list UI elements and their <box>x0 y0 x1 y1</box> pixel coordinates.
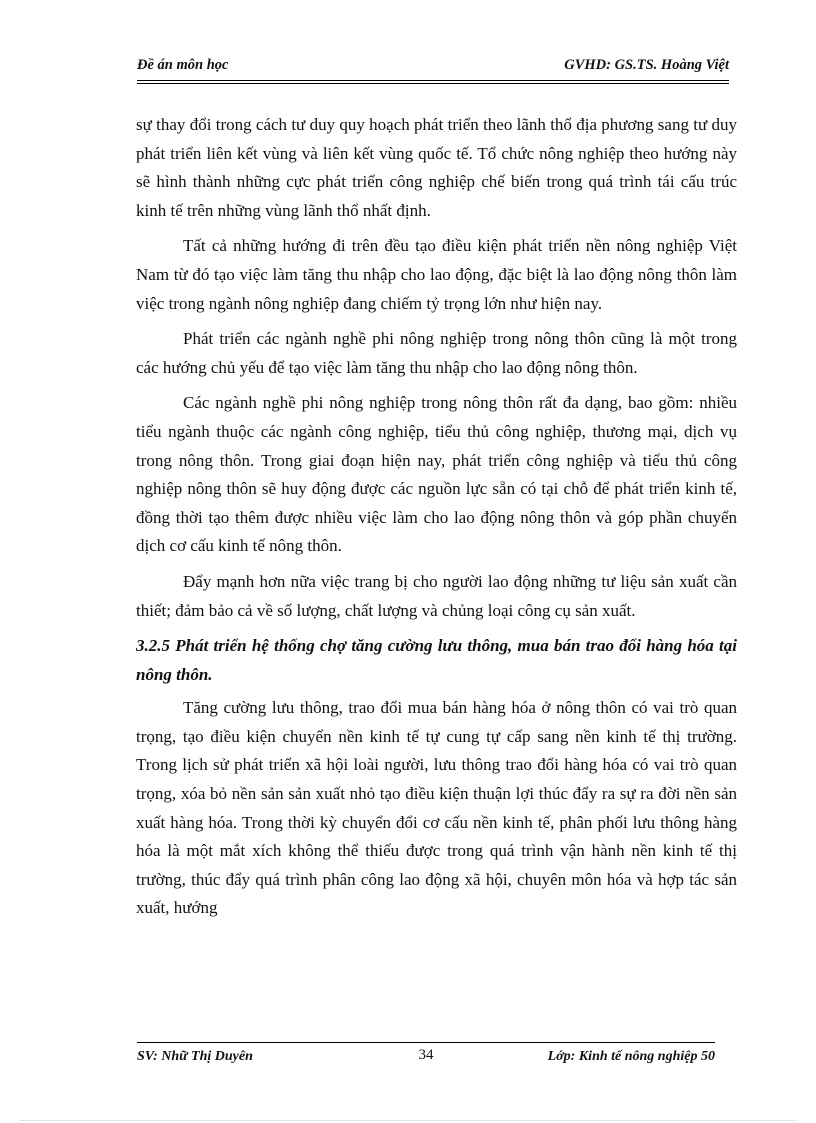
page-footer <box>137 1049 715 1073</box>
paragraph: Các ngành nghề phi nông nghiệp trong nông thôn rất đa dạng, bao gồm: nhiều tiểu ngành thuộc các ngành công nghiệp, tiểu thủ công nghiệp, thương mại, dịch vụ trong nông thôn. Trong giai đoạn hiện nay, phát triển công nghiệp và tiểu thủ công nghiệp nông thôn sẽ huy động được các nguồn lực sẵn có tại chỗ để phát triển kinh tế, đồng thời tạo thêm được nhiều việc làm cho lao động nông thôn và góp phần chuyển dịch cơ cấu kinh tế nông thôn. <box>136 393 737 556</box>
header-divider <box>137 80 729 84</box>
footer-student-name: SV: Nhữ Thị Duyên <box>137 1049 253 1064</box>
page-header <box>137 57 729 81</box>
paragraph: Phát triển các ngành nghề phi nông nghiệp trong nông thôn cũng là một trong các hướng chủ yếu để tạo việc làm tăng thu nhập cho lao động nông thôn. <box>136 329 737 377</box>
header-supervisor: GVHD: GS.TS. Hoàng Việt <box>564 57 729 73</box>
page-number: 34 <box>418 1047 434 1063</box>
page-edge-dots <box>20 1120 796 1121</box>
footer-class-name: Lớp: Kinh tế nông nghiệp 50 <box>547 1049 715 1064</box>
paragraph: Đẩy mạnh hơn nữa việc trang bị cho người lao động những tư liệu sản xuất cần thiết; đảm bảo cả về số lượng, chất lượng và chủng loại công cụ sản xuất. <box>136 571 737 620</box>
paragraph-continuation: sự thay đổi trong cách tư duy quy hoạch phát triển theo lãnh thổ địa phương sang tư duy phát triển liên kết vùng và liên kết vùng quốc tế. Tổ chức nông nghiệp theo hướng này sẽ hình thành những cực phát triển công nghiệp chế biến trong quá trình tái cấu trúc kinh tế trên những vùng lãnh thổ nhất định. <box>136 115 737 220</box>
page-body <box>136 111 737 930</box>
paragraph: Tất cả những hướng đi trên đều tạo điều kiện phát triển nền nông nghiệp Việt Nam từ đó tạo việc làm tăng thu nhập cho lao động, đặc biệt là lao động nông thôn làm việc trong ngành nông nghiệp đang chiếm tỷ trọng lớn như hiện nay. <box>136 236 737 313</box>
paragraph: Tăng cường lưu thông, trao đổi mua bán hàng hóa ở nông thôn có vai trò quan trọng, tạo điều kiện chuyển nền kinh tế tự cung tự cấp sang nền kinh tế thị trường. Trong lịch sử phát triển xã hội loài người, lưu thông trao đổi hàng hóa có vai trò quan trọng, xóa bỏ nền sản sản xuất nhỏ tạo điều kiện thuận lợi thúc đẩy ra sự ra đời nền sản xuất hàng hóa. Trong thời kỳ chuyển đổi cơ cấu nền kinh tế, phân phối lưu thông hàng hóa là một mắt xích không thể thiếu được trong quá trình vận hành nền kinh tế thị trường, thúc đẩy quá trình phân công lao động xã hội, chuyên môn hóa và hợp tác sản xuất, hướng <box>136 698 737 918</box>
footer-divider <box>137 1042 715 1043</box>
section-heading: 3.2.5 Phát triển hệ thống chợ tăng cường lưu thông, mua bán trao đổi hàng hóa tại nông thôn. <box>136 636 737 684</box>
header-course-title: Đề án môn học <box>137 57 229 73</box>
